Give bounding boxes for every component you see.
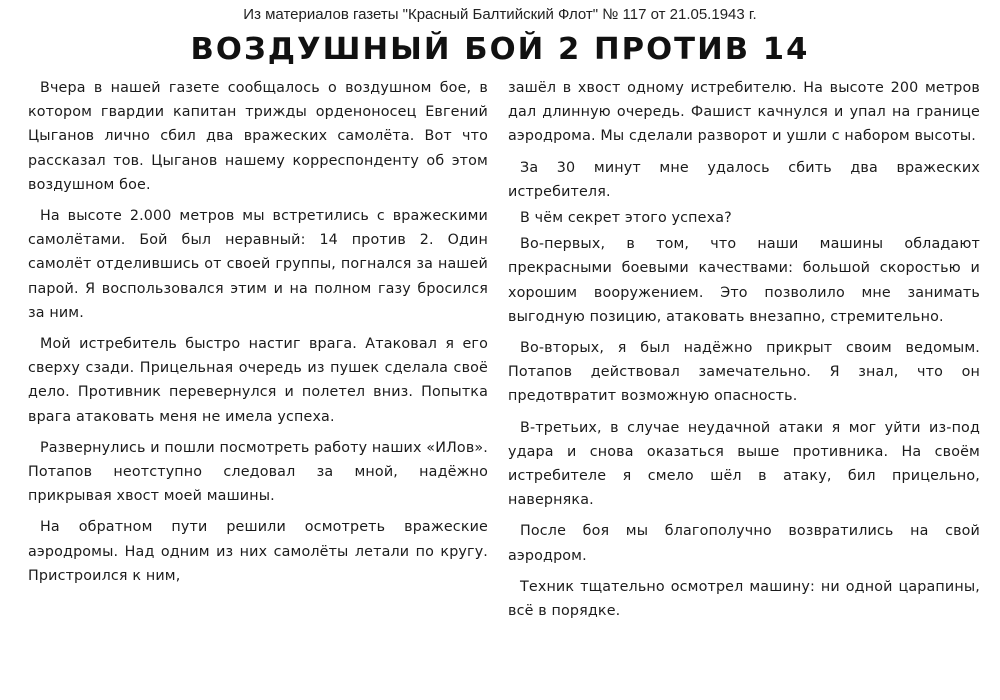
paragraph: На высоте 2.000 метров мы встретились с вражескими самолётами. Бой был неравный: 14 против 2. Один самолёт отделившись от своей группы, погнался за нашей парой. Я воспользовался этим и на полном газу бросился за ним.: [28, 208, 488, 321]
paragraph: Развернулись и пошли посмотреть работу наших «ИЛов». Потапов неотступно следовал за мной, надёжно прикрывая хвост моей машины.: [28, 439, 489, 505]
article-headline: ВОЗДУШНЫЙ БОЙ 2 ПРОТИВ 14: [190, 32, 810, 67]
article-column-right: [508, 76, 980, 630]
paragraph: За 30 минут мне удалось сбить два вражеских истребителя.: [508, 159, 980, 200]
paragraph: зашёл в хвост одному истребителю. На высоте 200 метров дал длинную очередь. Фашист качнулся и упал на границе аэродрома. Мы сделали разворот и ушли с набором высоты.: [508, 80, 980, 145]
paragraph: На обратном пути решили осмотреть вражеские аэродромы. Над одним из них самолёты летали по кругу. Пристроился к ним,: [28, 519, 488, 584]
paragraph: В чём секрет этого успеха?: [520, 210, 732, 227]
paragraph: Техник тщательно осмотрел машину: ни одной царапины, всё в порядке.: [508, 578, 980, 620]
article-column-left: [28, 76, 488, 595]
source-caption: Из материалов газеты "Красный Балтийский Флот" № 117 от 21.05.1943 г.: [243, 6, 757, 23]
paragraph: Во-первых, в том, что наши машины обладают прекрасными боевыми качествами: большой скоростью и хорошим вооружением. Это позволило мне занимать выгодную позицию, атаковать внезапно, стремительно.: [508, 236, 980, 325]
paragraph: После боя мы благополучно возвратились на свой аэродром.: [508, 523, 980, 564]
paragraph: Вчера в нашей газете сообщалось о воздушном бое, в котором гвардии капитан трижды орденоносец Евгений Цыганов лично сбил два вражеских самолёта. Вот что рассказал тов. Цыганов нашему корреспонденту об этом воздушном бое.: [28, 80, 488, 193]
paragraph: В-третьих, в случае неудачной атаки я мог уйти из-под удара и снова оказаться выше противника. На своём истребителе я смело шёл в атаку, бил прицельно, наверняка.: [508, 419, 980, 509]
paragraph: Во-вторых, я был надёжно прикрыт своим ведомым. Потапов действовал замечательно. Я знал, что он предотвратит возможную опасность.: [508, 340, 980, 405]
paragraph: Мой истребитель быстро настиг врага. Атаковал я его сверху сзади. Прицельная очередь из пушек сделала своё дело. Противник перевернулся и полетел вниз. Попытка врага атаковать меня не имела успеха.: [28, 336, 488, 425]
